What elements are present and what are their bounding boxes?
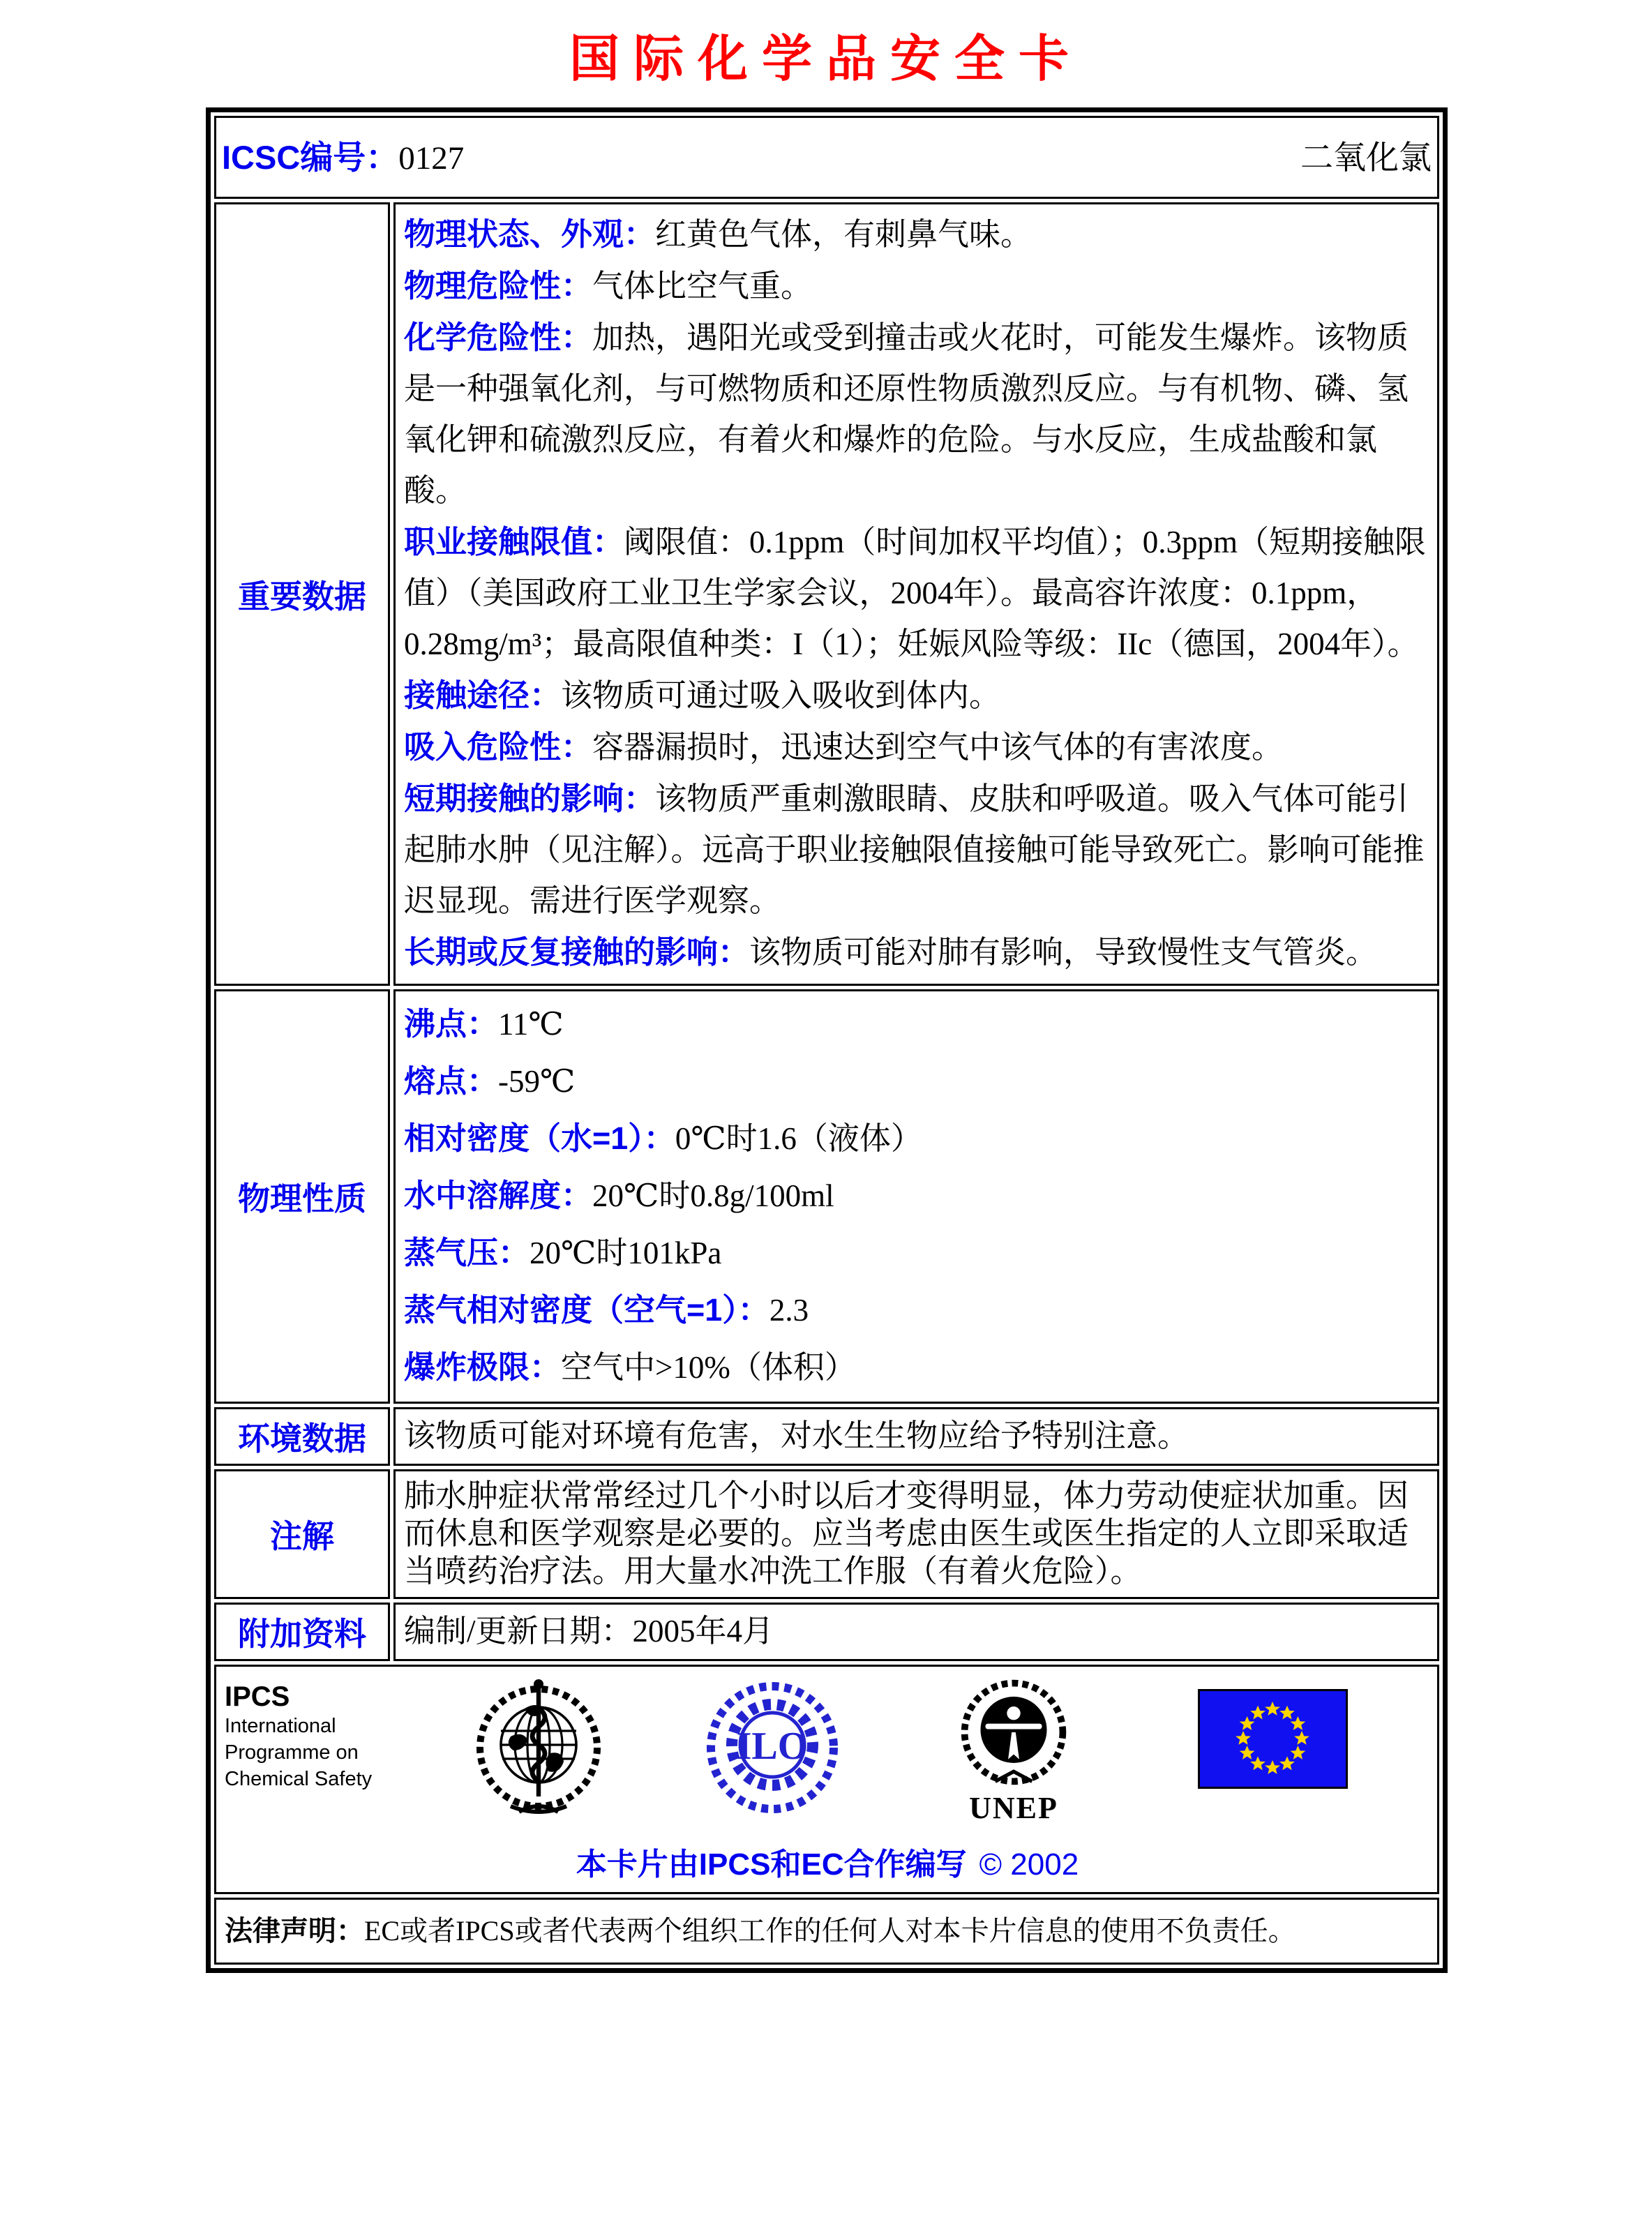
- ipcs-text-block: IPCS International Programme on Chemical Safety: [225, 1678, 399, 1792]
- physical-property-line: 爆炸极限：空气中>10%（体积）: [404, 1349, 856, 1385]
- legal-notice-label: 法律声明：: [225, 1916, 364, 1946]
- important-data-item: 职业接触限值：阈限值：0.1ppm（时间加权平均值）；0.3ppm（短期接触限值）（美国政府工业卫生学家会议，2004年）。最高容许浓度：0.1ppm，0.28mg/m³；最高限值种类：I（1）；妊娠风险等级：IIc（德国，2004年）。: [404, 524, 1427, 661]
- important-data-content: [393, 202, 1439, 986]
- icsc-number-label: ICSC编号：: [222, 139, 399, 176]
- environmental-data-content: 该物质可能对环境有危害，对水生生物应给予特别注意。: [393, 1407, 1439, 1466]
- who-logo-icon: [469, 1678, 608, 1829]
- ilo-logo-icon: [703, 1678, 842, 1829]
- physical-property-line: 熔点：-59℃: [404, 1063, 576, 1099]
- important-data-item: 物理危险性：气体比空气重。: [404, 268, 813, 303]
- legal-notice-row: [214, 1898, 1439, 1965]
- physical-property-line: 蒸气压：20℃时101kPa: [404, 1235, 722, 1270]
- substance-name: 二氧化氯: [1300, 140, 1432, 177]
- important-data-item: 吸入危险性：容器漏损时，迅速达到空气中该气体的有害浓度。: [404, 729, 1284, 765]
- important-data-item: 化学危险性：加热，遇阳光或受到撞击或火花时，可能发生爆炸。该物质是一种强氧化剂，与可燃物质和还原性物质激烈反应。与有机物、磷、氢氧化钾和硫激烈反应，有着火和爆炸的危险。与水反应，生成盐酸和氯酸。: [404, 320, 1409, 508]
- row-label-important-data: 重要数据: [214, 202, 390, 986]
- physical-property-line: 相对密度（水=1）：0℃时1.6（液体）: [404, 1120, 922, 1156]
- organizations-footer: [214, 1665, 1439, 1894]
- icsc-number-group: [222, 132, 464, 179]
- copyright-text: © 2002: [979, 1847, 1079, 1882]
- card-header-row: [214, 116, 1439, 199]
- row-label-environmental-data: 环境数据: [214, 1407, 390, 1466]
- ilo-letters: ILO: [736, 1725, 809, 1768]
- row-label-notes: 注解: [214, 1469, 390, 1599]
- important-data-item: 长期或反复接触的影响：该物质可能对肺有影响，导致慢性支气管炎。: [404, 934, 1378, 970]
- additional-info-content: 编制/更新日期：2005年4月: [393, 1603, 1439, 1661]
- unep-label: UNEP: [969, 1791, 1058, 1825]
- ipcs-title: IPCS: [225, 1681, 290, 1712]
- important-data-item: 接触途径：该物质可通过吸入吸收到体内。: [404, 677, 1001, 713]
- physical-property-line: 沸点：11℃: [404, 1006, 564, 1042]
- row-label-physical-properties: 物理性质: [214, 989, 390, 1404]
- eu-flag-icon: [1198, 1678, 1348, 1792]
- physical-properties-content: [393, 989, 1439, 1404]
- important-data-item: 短期接触的影响：该物质严重刺激眼睛、皮肤和呼吸道。吸入气体可能引起肺水肿（见注解）。远高于职业接触限值接触可能导致死亡。影响可能推迟显现。需进行医学观察。: [404, 781, 1425, 918]
- row-label-additional-info: 附加资料: [214, 1603, 390, 1661]
- physical-property-line: 水中溶解度：20℃时0.8g/100ml: [404, 1178, 834, 1213]
- icsc-card-table: [206, 107, 1448, 1973]
- physical-property-line: 蒸气相对密度（空气=1）：2.3: [404, 1292, 809, 1328]
- icsc-document-page: [0, 18, 1652, 2236]
- attribution-text: 本卡片由IPCS和EC合作编写: [576, 1847, 967, 1882]
- notes-content: 肺水肿症状常常经过几个小时以后才变得明显，体力劳动使症状加重。因而休息和医学观察是必要的。应当考虑由医生或医生指定的人立即采取适当喷药治疗法。用大量水冲洗工作服（有着火危险）。: [393, 1469, 1439, 1599]
- icsc-number-value: 0127: [398, 140, 465, 177]
- attribution-line: [225, 1839, 1430, 1884]
- page-title: 国际化学品安全卡: [569, 31, 1083, 87]
- legal-notice-text: EC或者IPCS或者代表两个组织工作的任何人对本卡片信息的使用不负责任。: [364, 1915, 1296, 1946]
- important-data-item: 物理状态、外观：红黄色气体，有刺鼻气味。: [404, 216, 1032, 252]
- unep-logo-icon: [952, 1678, 1075, 1826]
